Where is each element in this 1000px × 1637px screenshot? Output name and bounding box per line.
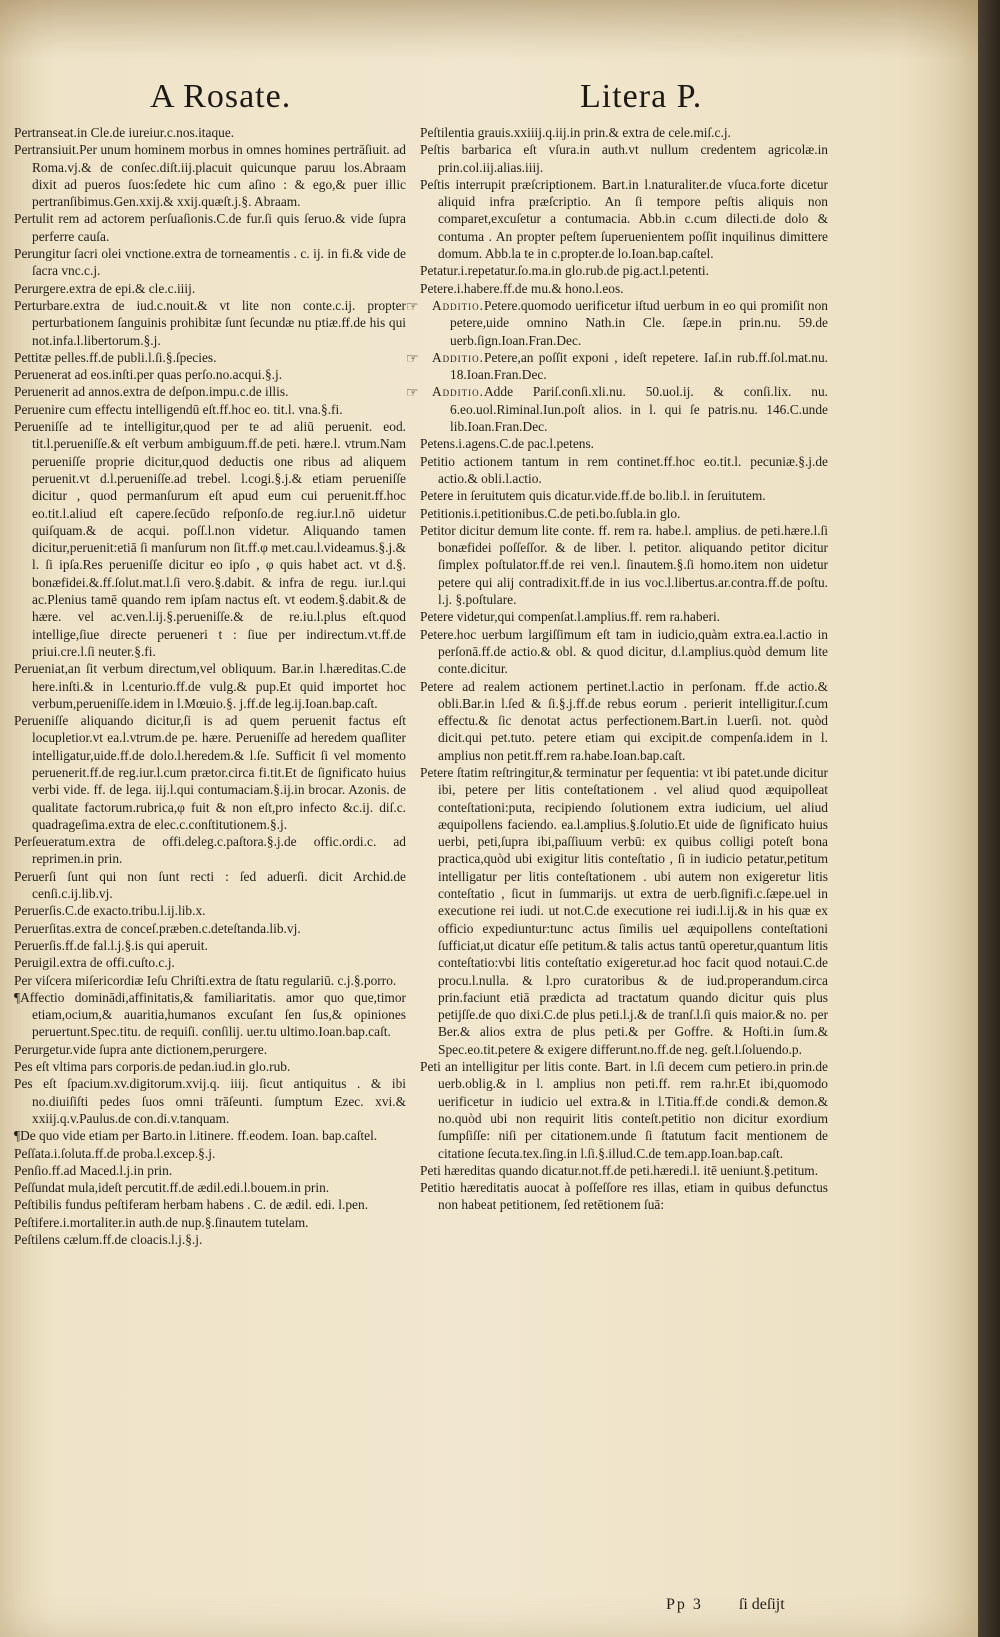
dictionary-entry: Pertulit rem ad actorem perſuaſionis.C.de fur.ſi quis ſeruo.& vide ſupra perferre cauſa. <box>14 211 406 244</box>
dictionary-entry: Peſtis barbarica eſt vſura.in auth.vt nullum credentem agricolæ.in prin.col.iij.alias.iiij. <box>420 142 828 175</box>
addition-label: Additio. <box>432 349 485 365</box>
dictionary-entry: ¶De quo vide etiam per Barto.in l.itinere. ff.eodem. Ioan. bap.caſtel. <box>14 1128 378 1144</box>
header-letter: Litera P. <box>580 78 703 115</box>
dictionary-entry: Peruerſitas.extra de conceſ.præben.c.deteſtanda.lib.vj. <box>14 920 301 936</box>
addition-label: Additio. <box>432 384 485 400</box>
dictionary-entry: Perueniſſe ad te intelligitur,quod per te ad aliū peruenit. eod. tit.l.perueniſſe.& eſt verbum ambiguum.ff.de peti. hære.l. vtrum.Nam perueniſſe proprie dicitur,quod deductis one ribus ad aliquem peruenit.vt d.l.perueniſſe.ad trebel. l.cogi.§.j.& etiam perueniſſe dicitur , quod permanſurum eſt apud eum cui peruenit.ff.hoc eo.tit.l.aliud eſt capere.ſecūdo reſponſo.de reg.iur.l.nō uidetur quiſquam.& de acqui. poſſ.l.non videtur. Aliquando tamen dicitur,peruenit:etiā ſi manſurum non ſit.ff.φ met.cau.l.videamus.§.j.& l. ſi ipſa.Res perueniſſe dicitur eo ipſo , φ quis habet act. vt d.§. bonæfidei.&.ff.ſolut.mat.l.ſi vero.§.dabit. & infra de regu. iur.l.qui ac.Plenius tamē quando rem ipſam nactus eſt. vt eodem.§.dabit.& de hære. vel ac.ven.l.ij.§.perueniſſe.& de re.iu.l.plus eſt.quod intellige,ſiue directe perueneri t : ſiue per indirectum.vt.ff.de priui.cre.l.ſi neuter.§.fi. <box>14 419 406 659</box>
dictionary-entry: Peſſundat mula,ideſt percutit.ff.de ædil.edi.l.bouem.in prin. <box>14 1180 330 1196</box>
dictionary-entry: Peſtifere.i.mortaliter.in auth.de nup.§.ſinautem tutelam. <box>14 1214 309 1230</box>
dictionary-entry: Peſtilentia grauis.xxiiij.q.iij.in prin.& extra de cele.miſ.c.j. <box>420 125 731 140</box>
dictionary-entry: Perſeueratum.extra de offi.deleg.c.paſtora.§.j.de offic.ordi.c. ad reprimen.in prin. <box>14 834 406 867</box>
dictionary-entry: Pertransiuit.Per unum hominem morbus in omnes homines pertrāſiuit. ad Roma.vj.& de conſec.diſt.iij.placuit quicunque paruu los.Abraam dixit ad pueros ſuos:ſedete hic cum aſino : & ego,& puer illic pertranſibimus.Gen.xxij.& xxij.quæſt.j.§. Abraam. <box>14 142 406 210</box>
addition-entry <box>406 349 828 384</box>
addition-text: Petere.quomodo uerificetur iſtud uerbum in eo qui promiſit non petere,uide omnino Nath.in Cle. ſæpe.in prin.nu. 59.de uerb.ſign.Ioan.Fran.Dec. <box>450 297 828 348</box>
left-column <box>14 124 406 1248</box>
catchword: ſi deſijt <box>738 1596 785 1613</box>
dictionary-entry: Per viſcera miſericordiæ Ieſu Chriſti.extra de ſtatu regulariū. c.j.§.porro. <box>14 972 397 988</box>
dictionary-entry: Peruerſis.C.de exacto.tribu.l.ij.lib.x. <box>14 903 206 919</box>
dictionary-entry: Petere.hoc uerbum largiſſimum eſt tam in iudicio,quàm extra.ea.l.actio in perſonā.ff.de actio.& obl. & quod dicitur, d.l.amplius.quòd demum lite conte.dicitur. <box>420 626 828 677</box>
dictionary-entry: Peruerſis.ff.de fal.l.j.§.is qui aperuit. <box>14 937 208 953</box>
dictionary-entry: Petitor dicitur demum lite conte. ff. rem ra. habe.l. amplius. de peti.hære.l.ſi bonæfidei poſſeſſor. & de liber. l. petitor. aliquando petitor dicitur ſimplex poſtulator.ff.de rei ven.l. ſinautem.§.ſi homo.item non uidetur petere qui alij contradixit.ff.de in ius voc.l.libertus.ar.contra.ff.de poſtu. l.j. §.poſtulare. <box>420 522 828 608</box>
running-header <box>0 78 978 128</box>
right-column <box>406 124 828 1214</box>
page-footer <box>666 1596 785 1614</box>
addition-text: Petere,an poſſit exponi , ideſt repetere. Iaſ.in rub.ff.ſol.mat.nu. 18.Ioan.Fran.Dec. <box>450 349 828 383</box>
dictionary-entry: Petitio actionem tantum in rem continet.ff.hoc eo.tit.l. pecuniæ.§.j.de actio.& obli.l.actio. <box>420 453 828 486</box>
addition-entry <box>406 383 828 435</box>
dictionary-entry: Perueniat,an ſit verbum directum,vel obliquum. Bar.in l.hæreditas.C.de here.inſti.& in l.centurio.ff.de vulg.& pup.Et quid importet hoc verbum,perueniſſe.idem in l.Mœuio.§. j.ff.de leg.ij.Ioan.bap.caſt. <box>14 661 406 711</box>
dictionary-entry: Pes eſt ſpacium.xv.digitorum.xvij.q. iiij. ſicut antiquitus . & ibi no.diuiſiſti pedes ſuos omni trāſeunti. ſumptum Ezec. xvi.& xxiij.q.v.Paulus.de con.di.v.tanquam. <box>14 1076 406 1126</box>
dictionary-entry: Peruenerat ad eos.inſti.per quas perſo.no.acqui.§.j. <box>14 367 283 383</box>
addition-label: Additio. <box>432 297 485 313</box>
dictionary-entry: Peſtilens cælum.ff.de cloacis.l.j.§.j. <box>14 1232 203 1247</box>
dictionary-entry: Petere videtur,qui compenſat.l.amplius.ff. rem ra.haberi. <box>420 609 721 625</box>
dictionary-entry: Peruerſi ſunt qui non ſunt recti : ſed aduerſi. dicit Archid.de cenſi.c.ij.lib.vj. <box>14 868 406 902</box>
manicule-icon: ☞ <box>406 299 419 315</box>
dictionary-entry: Petitionis.i.petitionibus.C.de peti.bo.ſubla.in glo. <box>420 505 681 521</box>
dictionary-entry: Petens.i.agens.C.de pac.l.petens. <box>420 436 595 452</box>
dictionary-entry: Perturbare.extra de iud.c.nouit.& vt lite non conte.c.ij. propter perturbationem ſanguinis prohibitæ ſunt ſecundæ nu ptiæ.ff.de his qui not.infa.l.libertorum.§.j. <box>14 297 406 348</box>
page-stain <box>0 0 978 60</box>
manicule-icon: ☞ <box>406 386 419 402</box>
dictionary-entry: Peti hæreditas quando dicatur.not.ff.de peti.hæredi.l. itē ueniunt.§.petitum. <box>420 1162 819 1178</box>
dictionary-entry: Petatur.i.repetatur.ſo.ma.in glo.rub.de pig.act.l.petenti. <box>420 263 709 279</box>
dictionary-entry: Petere ſtatim reſtringitur,& terminatur per ſequentia: vt ibi patet.unde dicitur ibi, petere per litis conteſtationem . vel aliud quod æquipolleat conteſtationi:puta, recipiendo ſolutionem extra iudicium, uel aliud æquipollens faciendo. ea.l.amplius.§.ſolutio.Et uide de ſignificato huius uerbi, peti,ſupra ibi,paſſiuum verbū: ex quibus colligi poteſt bona practica,quòd ubi exigitur litis conteſtatio , ſi in iudicio petatur,petitum intelligatur per litis conteſtationem . ubi autem non exigeretur litis conteſtatio , ſicut in ſummarijs. ut extra de uerb.ſignifi.c.ſæpe.uel in executione rei iudi. ut not.C.de executione rei iudi.l.ij.& in his quæ ex officio expediuntur:tunc actus ſimilis uel æquipollens conteſtationi ſufficiat,ut dicatur eſſe petitum.& talis actus tantū operetur,quantum litis conteſtatio:vbi litis conteſtatio exigeretur.ad hoc facit quod notaui.C.de procu.l.nulla. & l.pro curatoribus & de iud.properandum.circa prin.faciunt etiā prædicta ad tractatum quando dicitur quis plus petijſſe.de quo dixi.C.de plus peti.l.j.& de tranſ.l.ſi quis maior.& no. per Ber.& alios extra de plus peti.& per Goffre. & Hoſti.in ſum.& Spec.eo.tit.petere & exigere differunt.no.ff.de neg. geſt.l.ſoluendo.p. <box>420 764 828 1057</box>
addition-text: Adde Pariſ.conſi.xli.nu. 50.uol.ij. & conſi.lix. nu. 6.eo.uol.Riminal.Iun.poſt alios. in l. qui ſe patris.nu. 146.C.unde lib.Ioan.Fran.Dec. <box>450 384 828 435</box>
dictionary-entry: Peruigil.extra de offi.cuſto.c.j. <box>14 955 175 971</box>
header-author: A Rosate. <box>150 78 292 115</box>
dictionary-entry: Pertranseat.in Cle.de iureiur.c.nos.itaque. <box>14 125 235 140</box>
dictionary-entry: Peti an intelligitur per litis conte. Bart. in l.ſi decem cum petiero.in prin.de uerb.oblig.& in l. amplius non peti.ff. rem ra.hr.Et ibi,quomodo uerificetur in iudicio uel extra.& in l.Titia.ff.de condi.& demon.& no.quòd ubi non requirit litis conteſt.petitio non dicitur exordium ſumpſiſſe: niſi per citationem.unde ſi ſtatutum facit mentionem de citatione ſecuta.tex.ſing.in l.ſi.§.illud.C.de tem.app.Ioan.bap.caſt. <box>420 1059 828 1161</box>
dictionary-entry: Penſio.ff.ad Maced.l.j.in prin. <box>14 1162 173 1178</box>
dictionary-entry: Peſtis interrupit præſcriptionem. Bart.in l.naturaliter.de vſuca.forte dicetur aliquid infra præſcriptio. An ſi tempore peſtis aliquis non comparet,excuſetur a contumacia. Abb.in c.cum dilecti.de dolo & contuma . An propter peſtem ſuperuenientem poſſit inquilinus dimittere domum. Abb.la te in c.propter.de lo.Ioan.bap.caſtel. <box>420 176 828 262</box>
dictionary-entry: Peſſata.i.ſoluta.ff.de proba.l.excep.§.j. <box>14 1145 216 1161</box>
dictionary-entry: Pettitæ pelles.ff.de publi.l.ſi.§.ſpecies. <box>14 349 217 365</box>
manicule-icon: ☞ <box>406 351 419 367</box>
dictionary-entry: Perurgetur.vide ſupra ante dictionem,perurgere. <box>14 1041 268 1057</box>
dictionary-entry: Peruenire cum effectu intelligendū eſt.ff.hoc eo. tit.l. vna.§.fi. <box>14 401 343 417</box>
addition-entry <box>406 297 828 349</box>
dictionary-entry: ¶Affectio dominādi,affinitatis,& familiaritatis. amor quo que,timor etiam,ocium,& auaritia,humanos excuſant ſen ſus,& opiniones peruertunt.Spec.titu. de requiſi. conſilij. uer.tu ultimo.Ioan.bap.caſt. <box>14 989 406 1040</box>
dictionary-entry: Pes eſt vltima pars corporis.de pedan.iud.in glo.rub. <box>14 1059 291 1075</box>
dictionary-entry: Peruenerit ad annos.extra de deſpon.impu.c.de illis. <box>14 384 289 400</box>
dictionary-entry: Peſtibilis fundus peſtiferam herbam habens . C. de ædil. edi. l.pen. <box>14 1197 369 1213</box>
dictionary-entry: Petitio hæreditatis auocat à poſſeſſore res illas, etiam in quibus defunctus non habeat petitionem, ſed retētionem ſuā: <box>420 1180 828 1213</box>
dictionary-entry: Perueniſſe aliquando dicitur,ſi is ad quem peruenit factus eſt locupletior.vt ea.l.vtrum.de pe. hære. Perueniſſe ad heredem quaſliter intelligatur,uide.ff.de dolo.l.heredem.& l.ſe. Sufficit ſi vel momento peruenerit.ff.de reg.iur.l.cum prætor.circa fi.tit.Et de ſignificato huius verbi vide. ff. de lega. iij.l.qui contumaciam.§.ij.in brocar. Azonis. de qualitate factorum.rubrica,φ fuit & non eſt,pro infecto &c.ij. diſ.c. quadrageſima.extra de elec.c.conſtitutionem.§.j. <box>14 713 406 832</box>
page-edge <box>978 0 1000 1637</box>
dictionary-entry: Perungitur ſacri olei vnctione.extra de torneamentis . c. ij. in fi.& vide de ſacra vnc.c.j. <box>14 246 406 279</box>
dictionary-entry: Petere.i.habere.ff.de mu.& hono.l.eos. <box>420 280 624 296</box>
dictionary-entry: Petere ad realem actionem pertinet.l.actio in perſonam. ff.de actio.& obli.Bar.in l.ſed & ſi.§.j.ff.de rebus eorum . perierit intelligitur.ſ.cum effectu.& ſic denotat actus perfectionem.Bart.in l.uerſi. not. quòd dicit.qui pet.tuto. petere etiam qui excipit.de compenſa.idem in l. amplius non petit.ff.rem ra.habe.Ioan.bap.caſt. <box>420 678 828 763</box>
dictionary-entry: Perurgere.extra de epi.& cle.c.iiij. <box>14 280 196 296</box>
dictionary-entry: Petere in ſeruitutem quis dicatur.vide.ff.de bo.lib.l. in ſeruitutem. <box>420 488 766 504</box>
signature-mark: Pp 3 <box>666 1596 703 1613</box>
